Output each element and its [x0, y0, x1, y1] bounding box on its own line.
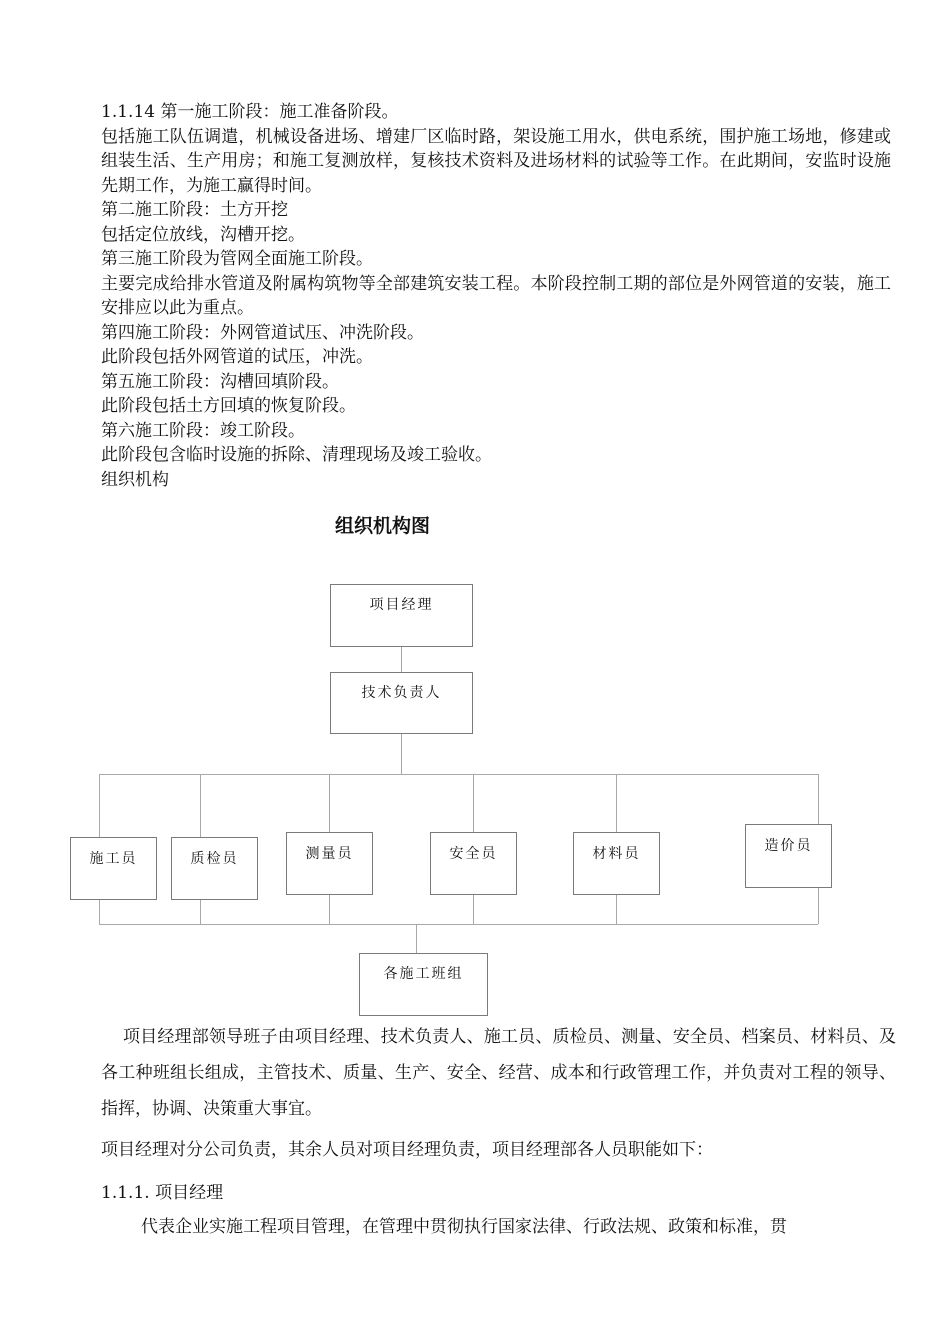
phase-2-heading: 第二施工阶段：土方开挖 [101, 200, 288, 220]
box-staff-1-label: 施工员 [89, 851, 138, 867]
box-staff-3 [286, 832, 373, 895]
phase-3-desc: 主要完成给排水管道及附属构筑物等全部建筑安装工程。本阶段控制工期的部位是外网管道的安装，施工安排应以此为重点。 [101, 273, 891, 318]
body-para-1-text: 项目经理部领导班子由项目经理、技术负责人、施工员、质检员、测量、安全员、档案员、材料员、及各工种班组长组成，主管技术、质量、生产、安全、经营、成本和行政管理工作，并负责对工程的领导、指挥，协调、决策重大事宜。 [101, 1027, 896, 1119]
box-staff-6 [745, 824, 832, 888]
body-para-3: 代表企业实施工程项目管理，在管理中贯彻执行国家法律、行政法规、政策和标准，贯 [141, 1217, 787, 1237]
box-tech-lead [330, 672, 473, 734]
box-work-teams-label: 各施工班组 [383, 966, 464, 982]
rise-6 [818, 887, 819, 924]
connector-second [401, 733, 402, 774]
box-staff-1 [70, 837, 157, 900]
box-staff-6-label: 造价员 [764, 838, 813, 854]
phase-4-desc: 此阶段包括外网管道的试压，冲洗。 [101, 347, 373, 367]
phase-6-desc: 此阶段包含临时设施的拆除、清理现场及竣工验收。 [101, 445, 492, 465]
box-staff-5-label: 材料员 [592, 846, 641, 862]
phase-5-heading: 第五施工阶段：沟槽回填阶段。 [101, 371, 339, 392]
box-tech-lead-label: 技术负责人 [361, 685, 442, 701]
phase-4-heading: 第四施工阶段：外网管道试压、冲洗阶段。 [101, 322, 424, 343]
section-heading-project-manager: 1.1.1. 项目经理 [101, 1183, 224, 1203]
connector-upper-bus [99, 774, 818, 775]
box-work-teams [359, 953, 488, 1016]
body-para-2: 项目经理对分公司负责，其余人员对项目经理负责，项目经理部各人员职能如下： [101, 1140, 713, 1160]
drop-4 [473, 774, 474, 832]
phases-text [101, 100, 891, 492]
box-staff-4-label: 安全员 [449, 846, 498, 862]
connector-top [401, 646, 402, 672]
rise-1 [99, 899, 100, 924]
connector-lower-bus [99, 924, 818, 925]
drop-3 [329, 774, 330, 832]
phase-2-desc: 包括定位放线，沟槽开挖。 [101, 224, 305, 245]
drop-2 [200, 774, 201, 837]
org-section-label: 组织机构 [101, 469, 169, 490]
org-chart-title: 组织机构图 [335, 515, 431, 537]
box-staff-2-label: 质检员 [190, 851, 239, 867]
phase-6-heading: 第六施工阶段：竣工阶段。 [101, 420, 305, 441]
rise-2 [200, 899, 201, 924]
drop-1 [99, 774, 100, 837]
box-staff-5 [573, 832, 660, 895]
rise-3 [329, 894, 330, 924]
drop-6 [818, 774, 819, 824]
rise-4 [473, 894, 474, 924]
body-para-1 [101, 1019, 896, 1127]
phase-1-desc: 包括施工队伍调遣，机械设备进场、增建厂区临时路，架设施工用水，供电系统，围护施工场地，修建或组装生活、生产用房；和施工复测放样，复核技术资料及进场材料的试验等工作。在此期间，安监时设施先期工作，为施工赢得时间。 [101, 126, 891, 196]
phase-1-heading: 1.1.14 第一施工阶段：施工准备阶段。 [101, 102, 399, 122]
box-staff-2 [171, 837, 258, 900]
phase-5-desc: 此阶段包括土方回填的恢复阶段。 [101, 396, 356, 416]
phase-3-heading: 第三施工阶段为管网全面施工阶段。 [101, 249, 373, 269]
box-staff-4 [430, 832, 517, 895]
box-staff-3-label: 测量员 [305, 846, 354, 862]
rise-5 [616, 894, 617, 924]
connector-bottom [416, 924, 417, 953]
box-project-manager-label: 项目经理 [369, 597, 434, 613]
box-project-manager [330, 584, 473, 647]
drop-5 [616, 774, 617, 832]
